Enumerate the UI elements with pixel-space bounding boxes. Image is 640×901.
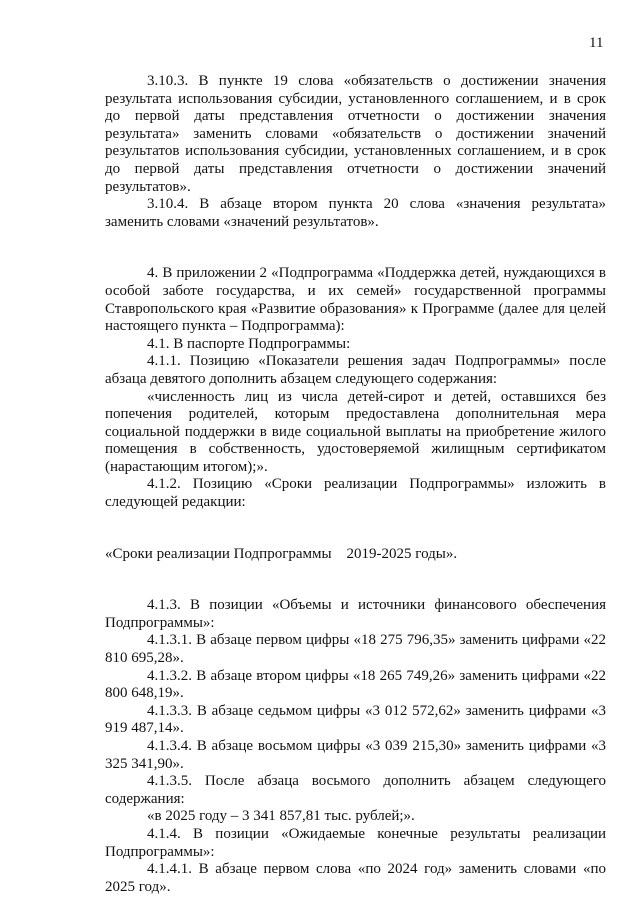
paragraph-3-10-3: 3.10.3. В пункте 19 слова «обязательств о достижении значения результата использования субсидии, установленного соглашением, и в срок до первой даты представления отчетности о достижении значения результата» заменить словами «обязательств о достижении значений результатов использования субсидии, установленных соглашением, и в срок до первой даты представления отчетности о достижении значений результатов».	[105, 73, 606, 195]
paragraph-4-1-3-2: 4.1.3.2. В абзаце втором цифры «18 265 749,26» заменить цифрами «22 800 648,19».	[105, 667, 606, 702]
document-body	[105, 73, 606, 896]
spacer	[105, 512, 606, 529]
paragraph-4-1-3-4: 4.1.3.4. В абзаце восьмом цифры «3 039 215,30» заменить цифрами «3 325 341,90».	[105, 738, 606, 772]
spacer	[105, 248, 606, 265]
paragraph-quote-2025: «в 2025 году – 3 341 857,81 тыс. рублей;».	[147, 808, 415, 825]
spacer	[105, 529, 606, 546]
paragraph-terms-quote: «Сроки реализации Подпрограммы 2019-2025 годы».	[105, 545, 458, 562]
paragraph-4-1-4-1: 4.1.4.1. В абзаце первом слова «по 2024 год» заменить словами «по 2025 год».	[105, 861, 606, 895]
paragraph-quote-orphans: «численность лиц из числа детей-сирот и детей, оставшихся без попечения родителей, которым предоставлена дополнительная мера социальной поддержки в виде социальной выплаты на приобретение жилого помещения в собственность, удостоверяемой жилищным сертификатом (нарастающим итогом);».	[105, 388, 606, 475]
paragraph-4-1: 4.1. В паспорте Подпрограммы:	[147, 335, 351, 352]
paragraph-3-10-4: 3.10.4. В абзаце втором пункта 20 слова «значения результата» заменить словами «значений результатов».	[105, 196, 606, 230]
page-number: 11	[589, 35, 604, 51]
paragraph-4: 4. В приложении 2 «Подпрограмма «Поддержка детей, нуждающихся в особой заботе государства, и их семей» государственной программы Ставропольского края «Развитие образования» к Программе (далее для целей настоящего пункта – Подпрограмма):	[105, 265, 606, 335]
paragraph-4-1-3-1: 4.1.3.1. В абзаце первом цифры «18 275 796,35» заменить цифрами «22 810 695,28».	[105, 632, 606, 667]
paragraph-4-1-2: 4.1.2. Позицию «Сроки реализации Подпрограммы» изложить в следующей редакции:	[105, 476, 606, 511]
spacer	[105, 231, 606, 248]
paragraph-4-1-1: 4.1.1. Позицию «Показатели решения задач Подпрограммы» после абзаца девятого дополнить абзацем следующего содержания:	[105, 353, 606, 387]
spacer	[105, 580, 606, 597]
paragraph-4-1-3: 4.1.3. В позиции «Объемы и источники финансового обеспечения Подпрограммы»:	[105, 597, 606, 631]
paragraph-4-1-4: 4.1.4. В позиции «Ожидаемые конечные результаты реализации Подпрограммы»:	[105, 825, 606, 860]
paragraph-4-1-3-5: 4.1.3.5. После абзаца восьмого дополнить абзацем следующего содержания:	[105, 773, 606, 807]
paragraph-4-1-3-3: 4.1.3.3. В абзаце седьмом цифры «3 012 572,62» заменить цифрами «3 919 487,14».	[105, 702, 606, 737]
spacer	[105, 563, 606, 580]
